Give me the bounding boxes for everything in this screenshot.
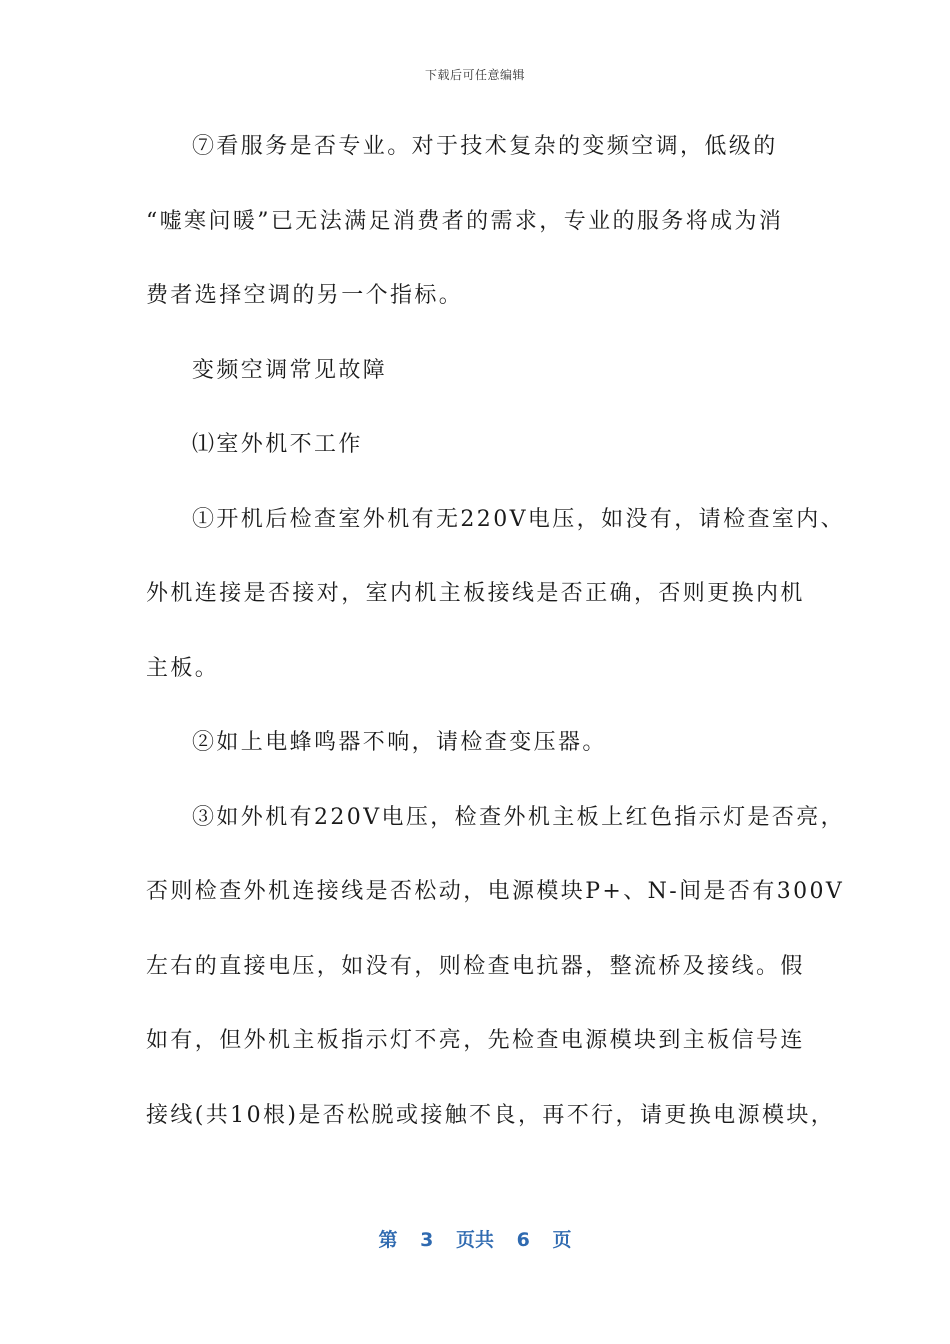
- paragraph-line: 左右的直接电压，如没有，则检查电抗器，整流桥及接线。假: [146, 953, 805, 979]
- paragraph-line: 接线(共10根)是否松脱或接触不良，再不行，请更换电源模块，: [146, 1102, 836, 1128]
- paragraph-line: 外机连接是否接对，室内机主板接线是否正确，否则更换内机: [146, 581, 805, 606]
- page-prefix: 第: [378, 1229, 398, 1251]
- subsection-heading: ⑴室外机不工作: [192, 432, 363, 457]
- page-total: 6: [516, 1229, 530, 1251]
- paragraph-line: ③如外机有220V电压，检查外机主板上红色指示灯是否亮，: [192, 804, 846, 830]
- page-number-footer: [0, 1225, 950, 1252]
- page-header: 下载后可任意编辑: [424, 68, 525, 82]
- page-mid: 页共: [455, 1229, 494, 1251]
- paragraph-line: “嘘寒问暖”已无法满足消费者的需求，专业的服务将成为消: [146, 208, 784, 234]
- page-current: 3: [420, 1229, 434, 1251]
- paragraph-line: 费者选择空调的另一个指标。: [146, 283, 464, 308]
- document-body: [146, 122, 846, 1165]
- section-heading: 变频空调常见故障: [192, 357, 388, 383]
- page-suffix: 页: [552, 1229, 572, 1251]
- paragraph-line: 主板。: [146, 655, 220, 681]
- paragraph-line: 否则检查外机连接线是否松动，电源模块P+、N-间是否有300V: [146, 879, 845, 904]
- paragraph-line: ①开机后检查室外机有无220V电压，如没有，请检查室内、: [192, 506, 846, 532]
- paragraph-line: ⑦看服务是否专业。对于技术复杂的变频空调，低级的: [192, 134, 778, 159]
- paragraph-line: ②如上电蜂鸣器不响，请检查变压器。: [192, 730, 607, 755]
- paragraph-line: 如有，但外机主板指示灯不亮，先检查电源模块到主板信号连: [146, 1028, 805, 1053]
